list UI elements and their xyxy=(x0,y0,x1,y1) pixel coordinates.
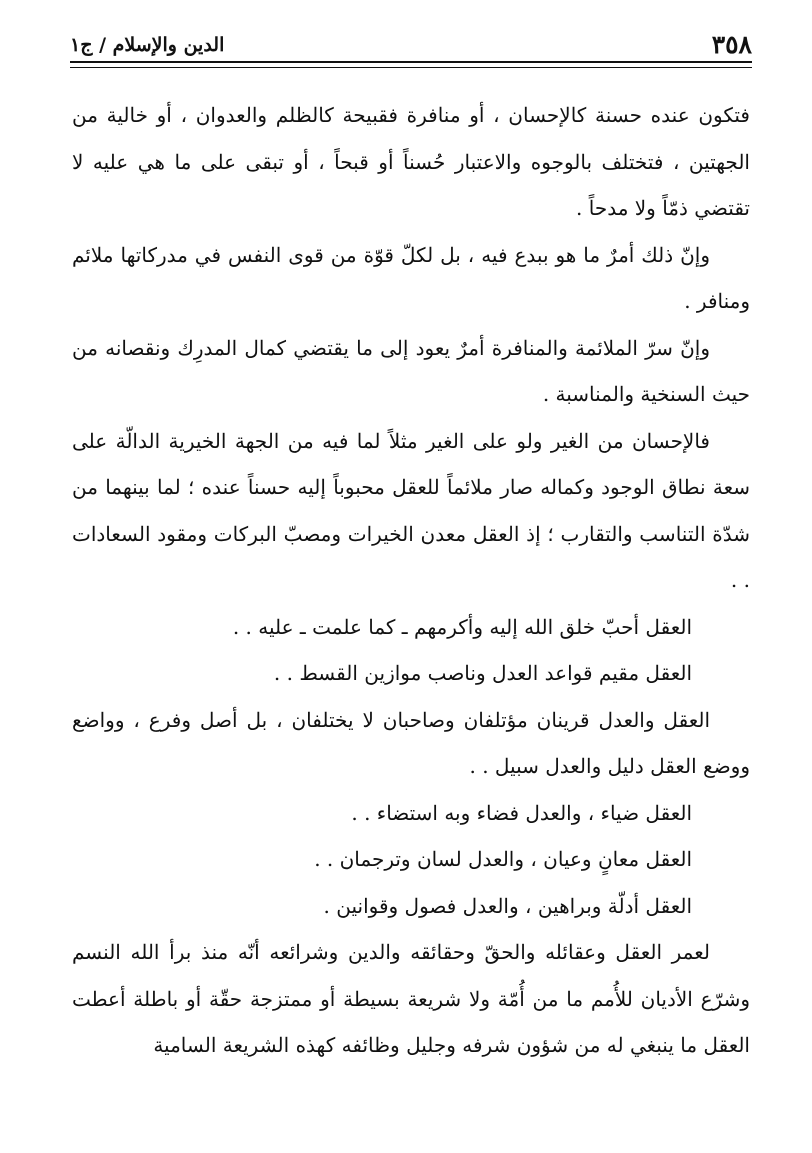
paragraph: فالإحسان من الغير ولو على الغير مثلاً لما فيه من الجهة الخيرية الدالّة على سعة نطاق الوجود وكماله صار ملائماً للعقل محبوباً إليه حسناً عنده ؛ لما بينهما من شدّة التناسب والتقارب ؛ إذ العقل معدن الخيرات ومصبّ البركات ومقود السعادات . . xyxy=(72,428,750,592)
page-number: ٣٥٨ xyxy=(711,30,752,59)
paragraph: لعمر العقل وعقائله والحقّ وحقائقه والدين وشرائعه أنّه منذ برأ الله النسم وشرّع الأديان للأُمم ما من أُمّة ولا شريعة بسيطة أو ممتزجة حقّة أو باطلة أعطت العقل ما ينبغي له من شؤون شرفه وجليل وظائفه كهذه الشريعة السامية xyxy=(72,940,750,1057)
paragraph: العقل والعدل قرينان مؤتلفان وصاحبان لا يختلفان ، بل أصل وفرع ، وواضع ووضع العقل دليل والعدل سبيل . . xyxy=(72,707,750,778)
verse-line: العقل أحبّ خلق الله إليه وأكرمهم ـ كما علمت ـ عليه . . xyxy=(232,614,692,639)
verse-line: العقل ضياء ، والعدل فضاء وبه استضاء . . xyxy=(351,800,692,825)
paragraph: فتكون عنده حسنة كالإحسان ، أو منافرة فقبيحة كالظلم والعدوان ، أو خالية من الجهتين ، فتختلف بالوجوه والاعتبار حُسناً أو قبحاً ، أو تبقى على ما هي عليه لا تقتضي ذمّاً ولا مدحاً . xyxy=(72,103,750,220)
body-text xyxy=(72,92,750,1069)
verse-line: العقل مقيم قواعد العدل وناصب موازين القسط . . xyxy=(273,661,692,685)
running-title: الدين والإسلام / ج١ xyxy=(70,34,225,56)
running-head xyxy=(70,26,752,60)
verse-line: العقل أدلّة وبراهين ، والعدل فصول وقوانين . xyxy=(323,893,692,918)
verse-line: العقل معانٍ وعيان ، والعدل لسان وترجمان . . xyxy=(314,847,692,871)
header-rule-thin xyxy=(70,67,752,68)
paragraph: وإنّ سرّ الملائمة والمنافرة أمرٌ يعود إلى ما يقتضي كمال المدرِك ونقصانه من حيث السنخية والمناسبة . xyxy=(72,335,750,406)
header-rule-thick xyxy=(70,61,752,63)
paragraph: وإنّ ذلك أمرٌ ما هو ببدع فيه ، بل لكلّ قوّة من قوى النفس في مدركاتها ملائم ومنافر . xyxy=(72,242,750,313)
